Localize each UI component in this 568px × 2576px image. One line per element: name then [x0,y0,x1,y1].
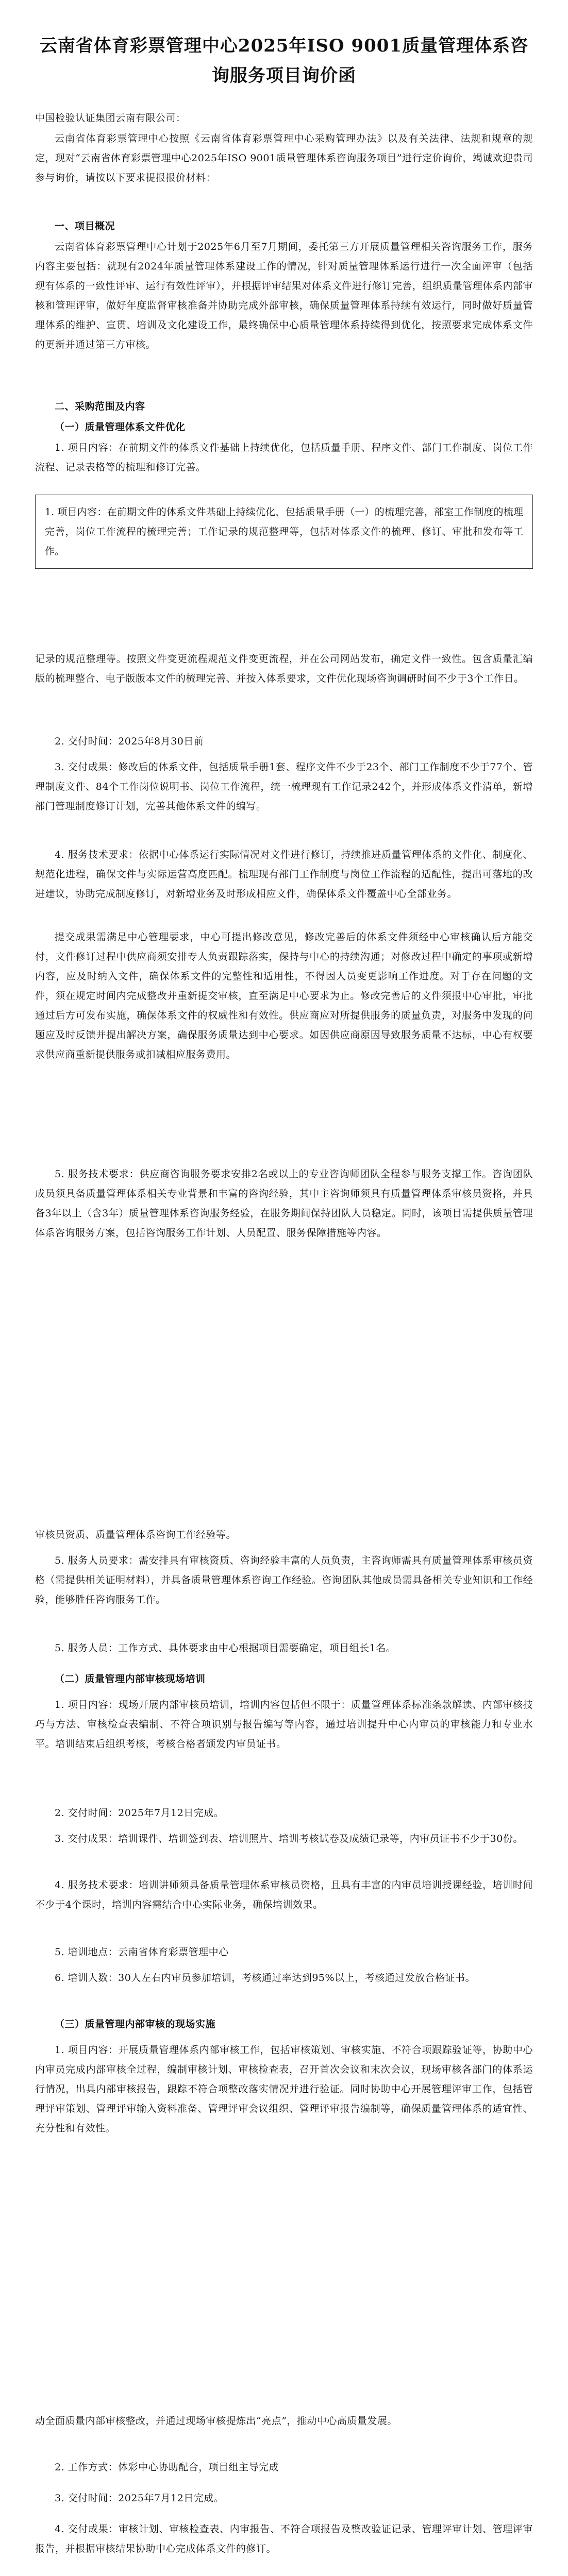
section-3-item-3: 3. 交付成果：培训课件、培训签到表、培训照片、培训考核试卷及成绩记录等，内审员证书不少于30份。 [55,1833,523,1844]
section-3-item-1: 1. 项目内容：现场开展内部审核员培训，培训内容包括但不限于：质量管理体系标准条款解读、内部审核技巧与方法、审核检查表编制、不符合项识别与报告编写等内容，通过培训提升中心内审员的审核能力和专业水平。培训结束后组织考核，考核合格者颁发内审员证书。 [35,1699,533,1750]
section-3-item-11: 3. 交付时间：2025年7月12日完成。 [55,2493,224,2504]
recipient-line: 中国检验认证集团云南有限公司： [35,112,186,124]
section-2-item-3: 2. 交付时间：2025年8月30日前 [55,736,204,747]
section-2-subheading-1: （一）质量管理体系文件优化 [55,421,186,433]
section-3-item-5: 5. 培训地点：云南省体育彩票管理中心 [55,1946,229,1958]
section-3-item-8: 1. 项目内容：开展质量管理体系内部审核工作，包括审核策划、审核实施、不符合项跟踪验证等，协助中心内审员完成内部审核全过程，编制审核计划、审核检查表，召开首次会议和末次会议，现场审核各部门的体系运行情况，出具内部审核报告，跟踪不符合项整改落实情况并进行验证。同时协助中心开展管理评审工作，包括管理评审策划、管理评审输入资料准备、管理评审会议组织、管理评审报告编制等，确保质量管理体系的适宜性、充分性和有效性。 [35,2044,533,2134]
highlighted-box-text: 1. 项目内容：在前期文件的体系文件基础上持续优化，包括质量手册（一）的梳理完善，部室工作制度的梳理完善，岗位工作流程的梳理完善；工作记录的规范整理等，包括对体系文件的梳理、修订、审批和发布等工作。 [45,506,523,557]
section-3-item-6: 6. 培训人数：30人左右内审员参加培训，考核通过率达到95%以上，考核通过发放合格证书。 [55,1972,476,1984]
section-1-heading: 一、项目概况 [55,221,115,232]
section-2-item-8: 审核员资质、质量管理体系咨询工作经验等。 [35,1529,237,1540]
highlighted-box [35,495,533,569]
section-1-body: 云南省体育彩票管理中心计划于2025年6月至7月期间，委托第三方开展质量管理相关咨询服务工作，服务内容主要包括：就现有2024年质量管理体系建设工作的情况，针对质量管理体系运行进行一次全面评审（包括现有体系的一致性评审、运行有效性评审），并根据评审结果对体系文件进行修订完善，组织质量管理体系内部审核和管理评审，做好年度监督审核准备并协助完成外部审核，确保质量管理体系持续有效运行，同时做好质量管理体系的维护、宣贯、培训及文化建设工作，最终确保中心质量管理体系持续得到优化，按照要求完成体系文件的更新并通过第三方审核。 [35,241,533,350]
section-3-subheading-2: （二）质量管理内部审核现场培训 [55,1673,206,1685]
section-2-item-2: 记录的规范整理等。按照文件变更流程规范文件变更流程，并在公司网站发布，确定文件一致性。包含质量汇编版的梳理整合、电子版版本文件的梳理完善、并按入体系要求，文件优化现场咨询调研时间不少于3个工作日。 [35,653,533,684]
section-3-item-10: 2. 工作方式：体彩中心协助配合，项目组主导完成 [55,2462,279,2473]
section-2-item-10: 5. 服务人员：工作方式、具体要求由中心根据项目需要确定，项目组长1名。 [55,1642,396,1654]
section-2-item-5: 4. 服务技术要求：依据中心体系运行实际情况对文件进行修订，持续推进质量管理体系的文件化、制度化、规范化进程，确保文件与实际运营高度匹配。梳理现有部门工作制度与岗位工作流程的适配性，提出可落地的改进建议，协助完成制度修订，对新增业务及时形成相应文件，确保体系文件覆盖中心全部业务。 [35,849,533,900]
section-3-item-9: 动全面质量内部审核整改，并通过现场审核提炼出“亮点”，推动中心高质量发展。 [35,2415,397,2427]
section-2-item-1: 1. 项目内容：在前期文件的体系文件基础上持续优化，包括质量手册、程序文件、部门工作制度、岗位工作流程、记录表格等的梳理和修订完善。 [35,442,533,473]
section-2-item-4: 3. 交付成果：修改后的体系文件，包括质量手册1套、程序文件不少于23个、部门工作制度不少于77个、管理制度文件、84个工作岗位说明书、岗位工作流程，统一梳理现有工作记录242个，并形成体系文件清单，新增部门管理制度修订计划，完善其他体系文件的编写。 [35,761,533,812]
section-3-item-12: 4. 交付成果：审核计划、审核检查表、内审报告、不符合项报告及整改验证记录、管理评审计划、管理评审报告，并根据审核结果协助中心完成体系文件的修订。 [35,2523,533,2554]
section-2-item-6: 提交成果需满足中心管理要求，中心可提出修改意见，修改完善后的体系文件须经中心审核确认后方能交付，文件修订过程中供应商须安排专人负责跟踪落实，保持与中心的持续沟通；对修改过程中确定的事项或新增内容，应及时纳入文件，确保体系文件的完整性和适用性，不得因人员变更影响工作进度。对于存在问题的文件，须在规定时间内完成整改并重新提交审核，直至满足中心要求为止。修改完善后的文件须报中心审批，审批通过后方可发布实施，确保体系文件的权威性和有效性。供应商应对所提供服务的质量负责，对服务中发现的问题应及时反馈并提出解决方案，确保服务质量达到中心要求。如因供应商原因导致服务质量不达标，中心有权要求供应商重新提供服务或扣减相应服务费用。 [35,931,533,1060]
section-2-heading: 二、采购范围及内容 [55,401,145,412]
document-title: 云南省体育彩票管理中心2025年ISO 9001质量管理体系咨询服务项目询价函 [39,36,529,86]
section-2-item-9: 5. 服务人员要求：需安排具有审核资质、咨询经验丰富的人员负责，主咨询师需具有质量管理体系审核员资格（需提供相关证明材料），并具备质量管理体系咨询工作经验。咨询团队其他成员需具备相关专业知识和工作经验，能够胜任咨询服务工作。 [35,1555,533,1605]
intro-paragraph: 云南省体育彩票管理中心按照《云南省体育彩票管理中心采购管理办法》以及有关法律、法规和规章的规定，现对“云南省体育彩票管理中心2025年ISO 9001质量管理体系咨询服务项目”进行定价询价，竭诚欢迎贵司参与询价，请按以下要求提报报价材料： [35,133,533,183]
section-2-item-7: 5. 服务技术要求：供应商咨询服务要求安排2名或以上的专业咨询师团队全程参与服务支撑工作。咨询团队成员须具备质量管理体系相关专业背景和丰富的咨询经验，其中主咨询师须具有质量管理体系审核员资格，并具备3年以上（含3年）质量管理体系咨询服务经验，在服务期间保持团队人员稳定。同时，该项目需提供质量管理体系咨询服务方案，包括咨询服务工作计划、人员配置、服务保障措施等内容。 [35,1168,533,1239]
section-3-item-4: 4. 服务技术要求：培训讲师须具备质量管理体系审核员资格，且具有丰富的内审员培训授课经验，培训时间不少于4个课时，培训内容需结合中心实际业务，确保培训效果。 [35,1879,533,1910]
section-3-item-2: 2. 交付时间：2025年7月12日完成。 [55,1807,224,1819]
section-3-subheading-3: （三）质量管理内部审核的现场实施 [55,2019,216,2030]
